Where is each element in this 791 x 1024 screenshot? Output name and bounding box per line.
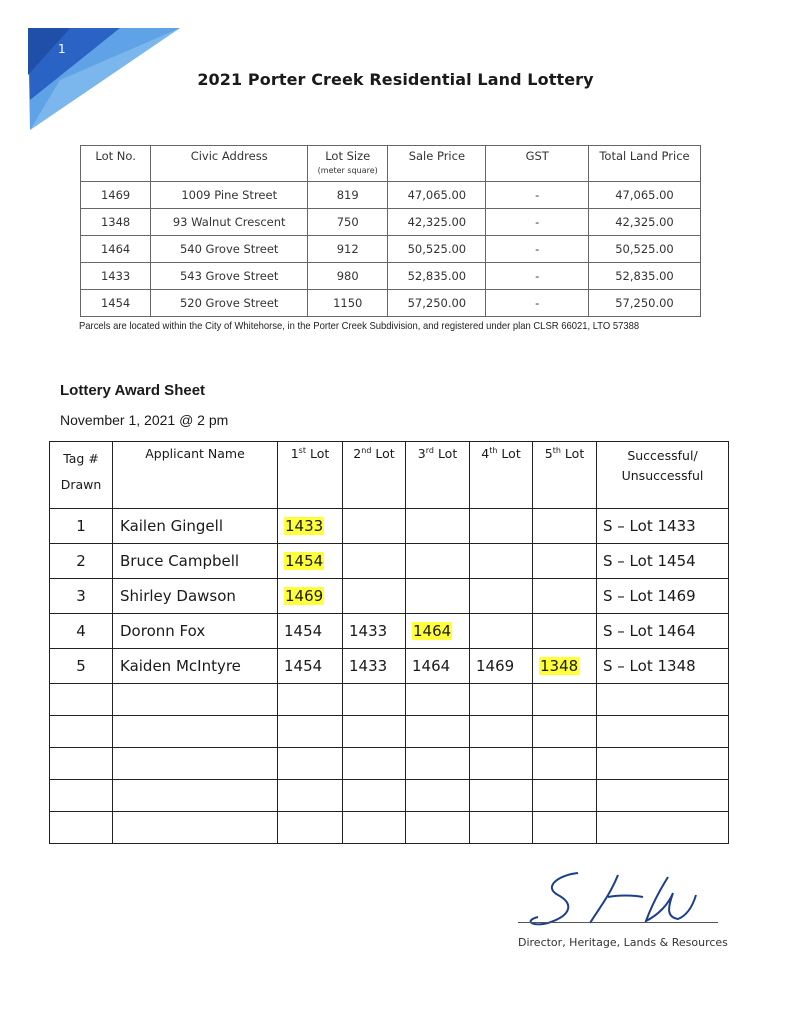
award-result: S – Lot 1433: [597, 509, 729, 544]
tag-number: 2: [50, 544, 113, 579]
empty-cell: [597, 780, 729, 812]
lot-cell-lot-size: 750: [308, 209, 388, 236]
lot-choice-4: [470, 614, 533, 649]
award-result: S – Lot 1454: [597, 544, 729, 579]
empty-cell: [406, 812, 470, 844]
lot-cell-civic-address: 540 Grove Street: [151, 236, 308, 263]
empty-cell: [113, 812, 278, 844]
empty-award-row: [50, 812, 729, 844]
lot-1-sup: st: [298, 446, 306, 455]
empty-cell: [597, 716, 729, 748]
award-row: [50, 544, 729, 579]
header-lot-1: [278, 442, 343, 509]
lot-cell-lot-no: 1433: [81, 263, 151, 290]
lot-choice-2: [343, 614, 406, 649]
lots-table: [80, 145, 701, 317]
empty-cell: [406, 716, 470, 748]
lot-choice-value: 1454: [285, 552, 324, 570]
empty-cell: [343, 780, 406, 812]
award-result: S – Lot 1348: [597, 649, 729, 684]
lot-choice-5: [533, 509, 597, 544]
lot-row: [81, 290, 701, 317]
empty-cell: [50, 780, 113, 812]
award-result: S – Lot 1469: [597, 579, 729, 614]
lot-row: [81, 182, 701, 209]
empty-cell: [533, 684, 597, 716]
empty-cell: [533, 716, 597, 748]
tag-number: 1: [50, 509, 113, 544]
lot-cell-sale-price: 42,325.00: [388, 209, 486, 236]
empty-cell: [343, 812, 406, 844]
empty-cell: [113, 684, 278, 716]
empty-cell: [50, 684, 113, 716]
tag-number: 5: [50, 649, 113, 684]
lot-2-word: Lot: [375, 446, 395, 461]
lot-4-sup: th: [489, 446, 498, 455]
lot-choice-3: [406, 649, 470, 684]
header-total-land-price: Total Land Price: [588, 146, 700, 182]
empty-cell: [470, 748, 533, 780]
empty-cell: [113, 716, 278, 748]
empty-cell: [406, 684, 470, 716]
lot-choice-2: [343, 649, 406, 684]
lot-choice-1: [278, 614, 343, 649]
lot-cell-lot-no: 1454: [81, 290, 151, 317]
award-row: [50, 579, 729, 614]
empty-award-row: [50, 684, 729, 716]
award-header-row: [50, 442, 729, 509]
lot-cell-gst: -: [486, 182, 588, 209]
lot-row: [81, 263, 701, 290]
empty-cell: [470, 716, 533, 748]
lot-cell-total: 52,835.00: [588, 263, 700, 290]
empty-cell: [597, 812, 729, 844]
lot-cell-civic-address: 1009 Pine Street: [151, 182, 308, 209]
lot-cell-sale-price: 57,250.00: [388, 290, 486, 317]
lot-row: [81, 209, 701, 236]
empty-cell: [343, 716, 406, 748]
applicant-name: Shirley Dawson: [113, 579, 278, 614]
empty-cell: [470, 684, 533, 716]
lot-3-num: 3: [417, 446, 426, 461]
lot-2-num: 2: [353, 446, 362, 461]
lot-choice-1: [278, 649, 343, 684]
empty-cell: [113, 780, 278, 812]
header-gst: GST: [486, 146, 588, 182]
empty-cell: [278, 748, 343, 780]
lot-cell-lot-size: 1150: [308, 290, 388, 317]
empty-cell: [533, 812, 597, 844]
lot-choice-3: [406, 544, 470, 579]
empty-cell: [597, 748, 729, 780]
empty-cell: [406, 780, 470, 812]
empty-cell: [343, 684, 406, 716]
header-lot-5: [533, 442, 597, 509]
lot-choice-value: 1464: [412, 657, 451, 675]
lot-5-word: Lot: [564, 446, 585, 461]
lot-cell-civic-address: 93 Walnut Crescent: [151, 209, 308, 236]
header-lot-4: [470, 442, 533, 509]
header-sale-price: Sale Price: [388, 146, 486, 182]
empty-cell: [470, 780, 533, 812]
signature-title: Director, Heritage, Lands & Resources: [518, 936, 728, 949]
award-row: [50, 509, 729, 544]
empty-cell: [50, 716, 113, 748]
empty-cell: [406, 748, 470, 780]
empty-cell: [278, 812, 343, 844]
lot-choice-5: [533, 614, 597, 649]
award-result: S – Lot 1464: [597, 614, 729, 649]
lot-choice-3: [406, 579, 470, 614]
lot-choice-3: [406, 509, 470, 544]
lot-choice-1: [278, 544, 343, 579]
lot-choice-4: [470, 544, 533, 579]
lot-choice-value: 1433: [349, 657, 388, 675]
lot-choice-value: 1469: [285, 587, 324, 605]
lot-cell-total: 47,065.00: [588, 182, 700, 209]
lot-choice-value: 1464: [413, 622, 452, 640]
lot-choice-5: [533, 579, 597, 614]
empty-cell: [597, 684, 729, 716]
lot-5-num: 5: [544, 446, 553, 461]
lot-cell-lot-size: 912: [308, 236, 388, 263]
lot-choice-2: [343, 579, 406, 614]
header-applicant-name: Applicant Name: [113, 442, 278, 509]
empty-cell: [278, 684, 343, 716]
lot-cell-total: 57,250.00: [588, 290, 700, 317]
lot-cell-lot-no: 1348: [81, 209, 151, 236]
header-lot-size: [308, 146, 388, 182]
tag-label: Tag #: [63, 451, 99, 466]
header-tag-drawn: [50, 442, 113, 509]
header-lot-3: [406, 442, 470, 509]
lot-size-unit: (meter square): [317, 166, 378, 175]
lot-2-sup: nd: [361, 446, 372, 455]
lot-3-sup: rd: [425, 446, 434, 455]
award-row: [50, 614, 729, 649]
lot-choice-5: [533, 649, 597, 684]
header-civic-address: Civic Address: [151, 146, 308, 182]
lot-cell-sale-price: 50,525.00: [388, 236, 486, 263]
applicant-name: Doronn Fox: [113, 614, 278, 649]
lot-choice-4: [470, 579, 533, 614]
lot-choice-value: 1469: [476, 657, 515, 675]
lot-cell-sale-price: 47,065.00: [388, 182, 486, 209]
lot-choice-value: 1433: [349, 622, 388, 640]
tag-number: 3: [50, 579, 113, 614]
empty-cell: [533, 748, 597, 780]
award-date: November 1, 2021 @ 2 pm: [60, 412, 229, 428]
lot-choice-value: 1348: [540, 657, 579, 675]
lots-header-row: [81, 146, 701, 182]
lot-choice-value: 1454: [284, 657, 323, 675]
empty-award-row: [50, 748, 729, 780]
director-signature: [518, 865, 718, 935]
lot-row: [81, 236, 701, 263]
award-table: [49, 441, 729, 844]
lot-choice-2: [343, 544, 406, 579]
applicant-name: Kailen Gingell: [113, 509, 278, 544]
lot-1-word: Lot: [309, 446, 330, 461]
lot-cell-lot-size: 819: [308, 182, 388, 209]
lots-table-body: [81, 182, 701, 317]
empty-cell: [533, 780, 597, 812]
empty-cell: [470, 812, 533, 844]
lot-cell-gst: -: [486, 263, 588, 290]
lot-cell-total: 50,525.00: [588, 236, 700, 263]
lot-1-num: 1: [290, 446, 299, 461]
award-row: [50, 649, 729, 684]
lot-cell-gst: -: [486, 209, 588, 236]
tag-number: 4: [50, 614, 113, 649]
result-label-2: Unsuccessful: [621, 468, 704, 483]
result-label-1: Successful/: [627, 448, 698, 463]
page-number: 1: [58, 42, 66, 56]
lot-size-label: Lot Size: [325, 149, 371, 163]
lot-cell-gst: -: [486, 236, 588, 263]
signature-line: [518, 922, 718, 923]
empty-cell: [50, 748, 113, 780]
award-sheet-heading: Lottery Award Sheet: [60, 382, 206, 399]
lot-choice-3: [406, 614, 470, 649]
lot-4-word: Lot: [501, 446, 521, 461]
header-lot-2: [343, 442, 406, 509]
lot-cell-lot-no: 1464: [81, 236, 151, 263]
drawn-label: Drawn: [60, 477, 102, 492]
lot-5-sup: th: [552, 446, 561, 455]
empty-cell: [113, 748, 278, 780]
parcel-note: Parcels are located within the City of Whitehorse, in the Porter Creek Subdivision, and registered under plan CLSR 66021, LTO 57388: [79, 320, 640, 332]
applicant-name: Bruce Campbell: [113, 544, 278, 579]
lot-cell-sale-price: 52,835.00: [388, 263, 486, 290]
lot-cell-lot-size: 980: [308, 263, 388, 290]
lot-cell-civic-address: 543 Grove Street: [151, 263, 308, 290]
lot-cell-civic-address: 520 Grove Street: [151, 290, 308, 317]
page-title: 2021 Porter Creek Residential Land Lottery: [197, 70, 594, 89]
lot-choice-1: [278, 509, 343, 544]
lot-choice-4: [470, 649, 533, 684]
lot-cell-total: 42,325.00: [588, 209, 700, 236]
lot-4-num: 4: [481, 446, 490, 461]
empty-cell: [343, 748, 406, 780]
empty-cell: [278, 716, 343, 748]
empty-award-row: [50, 716, 729, 748]
award-table-body: [50, 509, 729, 844]
empty-cell: [278, 780, 343, 812]
lot-choice-value: 1433: [285, 517, 324, 535]
header-result: [597, 442, 729, 509]
lot-choice-4: [470, 509, 533, 544]
lot-3-word: Lot: [437, 446, 458, 461]
lot-choice-value: 1454: [284, 622, 323, 640]
header-lot-no: Lot No.: [81, 146, 151, 182]
lot-cell-gst: -: [486, 290, 588, 317]
empty-award-row: [50, 780, 729, 812]
lot-cell-lot-no: 1469: [81, 182, 151, 209]
lot-choice-1: [278, 579, 343, 614]
applicant-name: Kaiden McIntyre: [113, 649, 278, 684]
lot-choice-5: [533, 544, 597, 579]
lot-choice-2: [343, 509, 406, 544]
empty-cell: [50, 812, 113, 844]
